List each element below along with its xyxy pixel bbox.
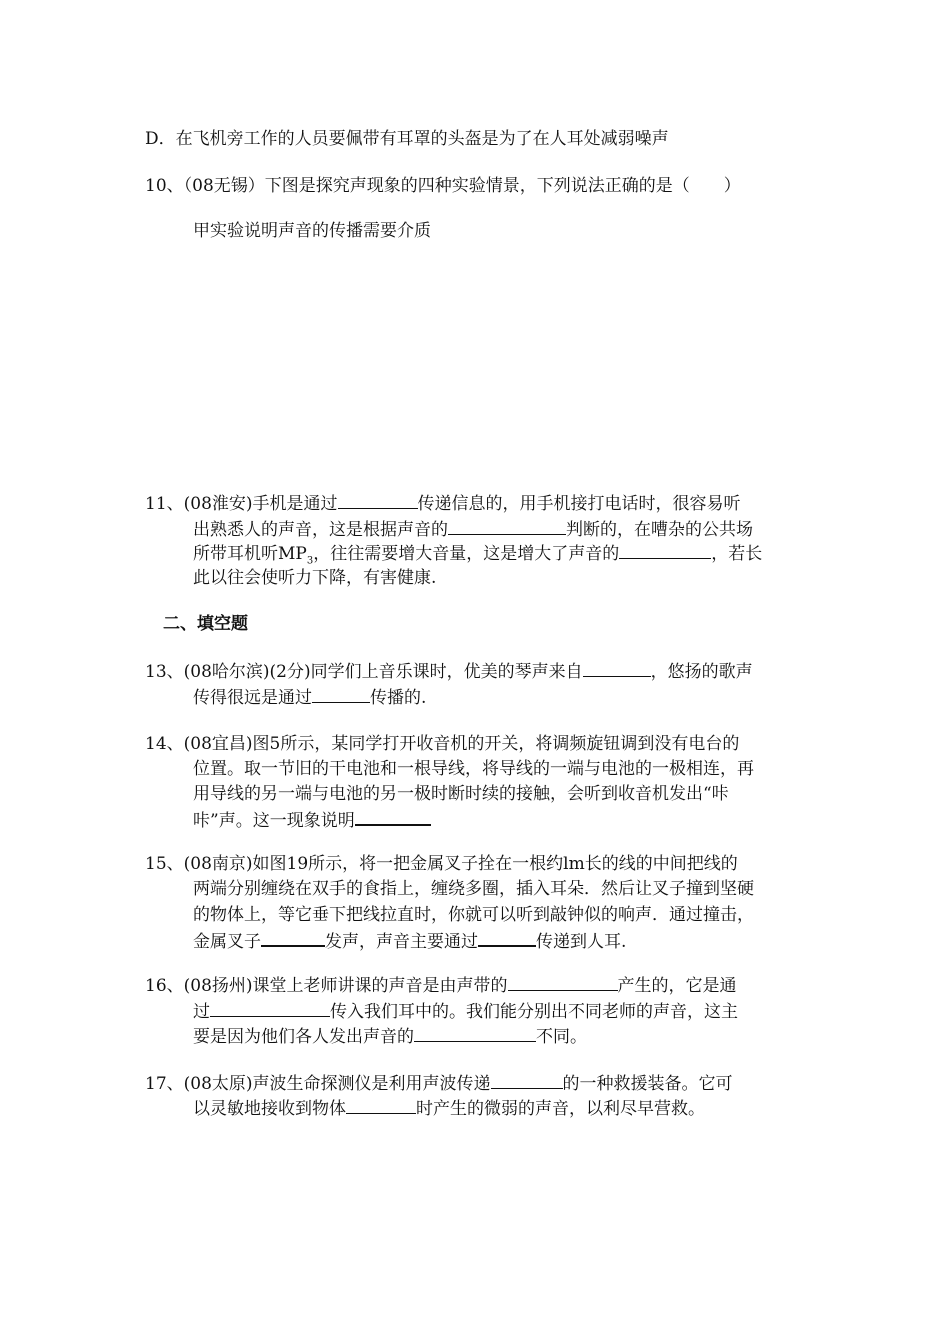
q10-stem: 10、（08无锡）下图是探究声现象的四种实验情景，下列说法正确的是（ ）	[145, 176, 741, 196]
q10-option-a: 甲实验说明声音的传播需要介质	[193, 221, 431, 241]
answer-blank	[210, 998, 330, 1017]
answer-blank	[448, 516, 566, 535]
q13-text: ，悠扬的歌声	[650, 662, 753, 682]
q16-line-2	[193, 998, 738, 1025]
q11-text: 传递信息的，用手机接打电话时，很容易听	[417, 494, 741, 514]
q15-line-2: 两端分别缠绕在双手的食指上，缠绕多圈，插入耳朵．然后让叉子撞到坚硬	[193, 879, 754, 899]
q13-line-1	[145, 658, 753, 685]
q11-line-1	[145, 490, 741, 517]
q16-text: 传入我们耳中的。我们能分别出不同老师的声音，这主	[330, 1002, 738, 1022]
answer-blank	[508, 972, 618, 991]
q13-text: 传播的.	[370, 688, 427, 708]
q14-line-4	[193, 806, 431, 834]
answer-blank	[414, 1023, 536, 1042]
q11-text: 11、(08淮安)手机是通过	[145, 494, 338, 514]
q11-line-4: 此以往会使听力下降，有害健康.	[193, 568, 437, 588]
q17-text: 时产生的微弱的声音，以利尽早营救。	[416, 1099, 705, 1119]
q16-text: 要是因为他们各人发出声音的	[193, 1027, 414, 1047]
q16-line-1	[145, 972, 737, 999]
q17-text: 以灵敏地接收到物体	[193, 1099, 346, 1119]
q16-line-3	[193, 1023, 587, 1050]
q15-text: 金属叉子	[193, 932, 261, 952]
answer-blank	[583, 658, 651, 677]
answer-blank	[478, 927, 536, 947]
answer-blank	[312, 684, 370, 703]
answer-blank	[619, 540, 711, 559]
q11-text: 判断的，在嘈杂的公共场	[566, 520, 753, 540]
q17-line-2	[193, 1095, 705, 1122]
q16-text: 产生的，它是通	[617, 976, 737, 996]
q15-line-4	[193, 927, 626, 955]
q17-text: 17、(08太原)声波生命探测仪是利用声波传递	[145, 1074, 491, 1094]
q15-text: 发声，声音主要通过	[325, 932, 478, 952]
answer-blank	[346, 1095, 416, 1114]
q14-line-1: 14、(08宜昌)图5所示，某同学打开收音机的开关，将调频旋钮调到没有电台的	[145, 734, 740, 754]
answer-blank	[338, 490, 418, 509]
q15-line-1: 15、(08南京)如图19所示，将一把金属叉子拴在一根约lm长的线的中间把线的	[145, 854, 738, 874]
q17-line-1	[145, 1070, 733, 1097]
q11-subscript: 3	[306, 555, 314, 567]
q11-line-2	[193, 516, 753, 543]
q9-option-d: D．在飞机旁工作的人员要佩带有耳罩的头盔是为了在人耳处减弱噪声	[145, 129, 669, 149]
q11-text: ，往往需要增大音量，这是增大了声音的	[313, 544, 620, 564]
q16-text: 不同。	[536, 1027, 587, 1047]
q16-text: 过	[193, 1002, 210, 1022]
q16-text: 16、(08扬州)课堂上老师讲课的声音是由声带的	[145, 976, 508, 996]
answer-blank	[491, 1070, 563, 1089]
section-title: 二、填空题	[163, 614, 248, 634]
q15-text: 传递到人耳.	[536, 932, 627, 952]
q17-text: 的一种救援装备。它可	[562, 1074, 733, 1094]
answer-blank	[355, 806, 431, 826]
q14-line-3: 用导线的另一端与电池的另一极时断时续的接触，会听到收音机发出“咔	[193, 784, 729, 804]
q13-text: 传得很远是通过	[193, 688, 312, 708]
q13-line-2	[193, 684, 426, 711]
q14-text: 咔”声。这一现象说明	[193, 811, 355, 831]
q14-line-2: 位置。取一节旧的干电池和一根导线，将导线的一端与电池的一极相连，再	[193, 759, 754, 779]
q11-text: 出熟悉人的声音，这是根据声音的	[193, 520, 448, 540]
answer-blank	[261, 927, 325, 947]
q13-text: 13、(08哈尔滨)(2分)同学们上音乐课时，优美的琴声来自	[145, 662, 583, 682]
q11-text: 所带耳机听MP	[193, 544, 307, 564]
q15-line-3: 的物体上，等它垂下把线拉直时，你就可以听到敲钟似的响声．通过撞击，	[193, 905, 754, 925]
q11-text: ，若长	[711, 544, 763, 564]
